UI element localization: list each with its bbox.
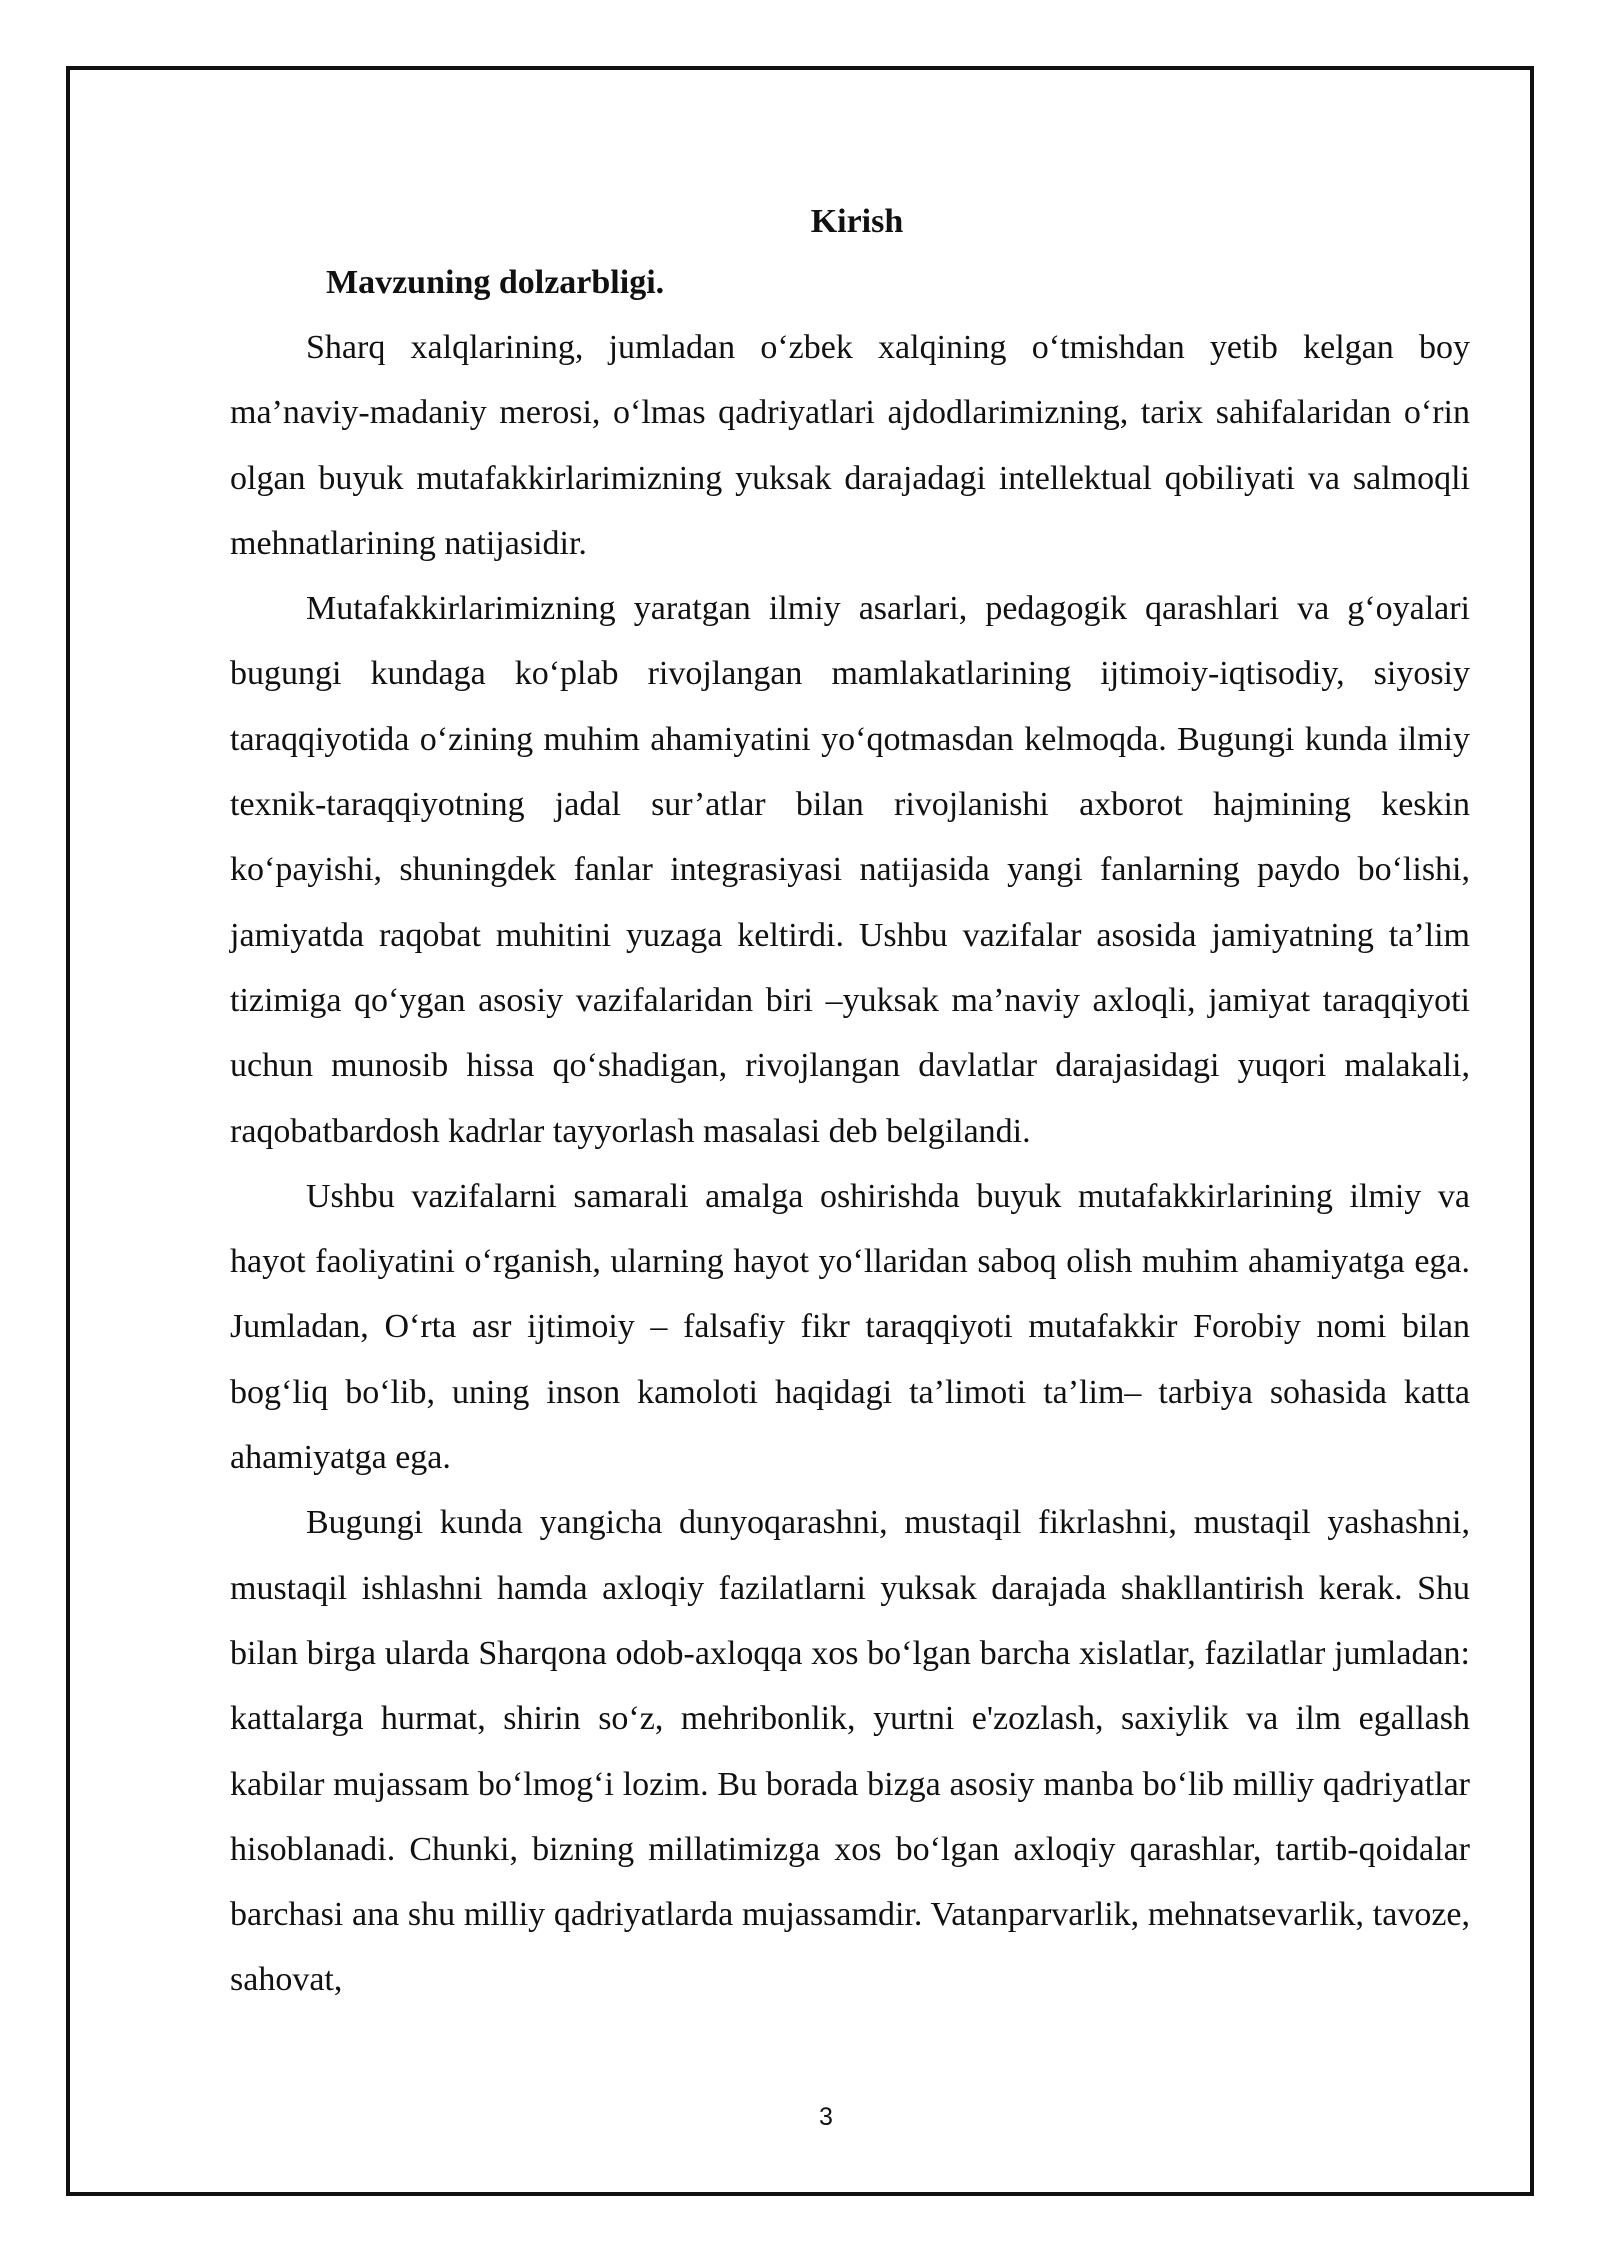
paragraph-4: Bugungi kunda yangicha dunyoqarashni, mustaqil fikrlashni, mustaqil yashashni, mustaqil ishlashni hamda axloqiy fazilatlarni yuksak darajada shakllantirish kerak. Shu bilan birga ularda Sharqona odob-axloqqa xos bo‘lgan barcha xislatlar, fazilatlar jumladan: kattalarga hurmat, shirin so‘z, mehribonlik, yurtni e'zozlash, saxiylik va ilm egallash kabilar mujassam bo‘lmog‘i lozim. Bu borada bizga asosiy manba bo‘lib milliy qadriyatlar hisoblanadi. Chunki, bizning millatimizga xos bo‘lgan axloqiy qarashlar, tartib-qoidalar barchasi ana shu milliy qadriyatlarda mujassamdir. Vatanparvarlik, mehnatsevarlik, tavoze, sahovat, [230,1504,1470,1999]
paragraph-3: Ushbu vazifalarni samarali amalga oshirishda buyuk mutafakkirlarining ilmiy va hayot faoliyatini o‘rganish, ularning hayot yo‘llaridan saboq olish muhim ahamiyatga ega. Jumladan, O‘rta asr ijtimoiy – falsafiy fikr taraqqiyoti mutafakkir Forobiy nomi bilan bog‘liq bo‘lib, uning inson kamoloti haqidagi ta’limoti ta’lim– tarbiya sohasida katta ahamiyatga ega. [230,1177,1470,1477]
paragraph-1: Sharq xalqlarining, jumladan o‘zbek xalqining o‘tmishdan yetib kelgan boy ma’naviy-madaniy merosi, o‘lmas qadriyatlari ajdodlarimizning, tarix sahifalaridan o‘rin olgan buyuk mutafakkirlarimizning yuksak darajadagi intellektual qobiliyati va salmoqli mehnatlarining natijasidir. [230,329,1470,562]
document-body [230,193,1470,2013]
document-title: Kirish [810,203,904,240]
page-number: 3 [819,2103,833,2131]
section-heading: Mavzuning dolzarbligi. [326,264,665,301]
paragraph-2: Mutafakkirlarimizning yaratgan ilmiy asarlari, pedagogik qarashlari va g‘oyalari bugungi kundaga ko‘plab rivojlangan mamlakatlarining ijtimoiy-iqtisodiy, siyosiy taraqqiyotida o‘zining muhim ahamiyatini yo‘qotmasdan kelmoqda. Bugungi kunda ilmiy texnik-taraqqiyotning jadal sur’atlar bilan rivojlanishi axborot hajmining keskin ko‘payishi, shuningdek fanlar integrasiyasi natijasida yangi fanlarning paydo bo‘lishi, jamiyatda raqobat muhitini yuzaga keltirdi. Ushbu vazifalar asosida jamiyatning ta’lim tizimiga qo‘ygan asosiy vazifalaridan biri –yuksak ma’naviy axloqli, jamiyat taraqqiyoti uchun munosib hissa qo‘shadigan, rivojlangan davlatlar darajasidagi yuqori malakali, raqobatbardosh kadrlar tayyorlash masalasi deb belgilandi. [230,590,1470,1150]
